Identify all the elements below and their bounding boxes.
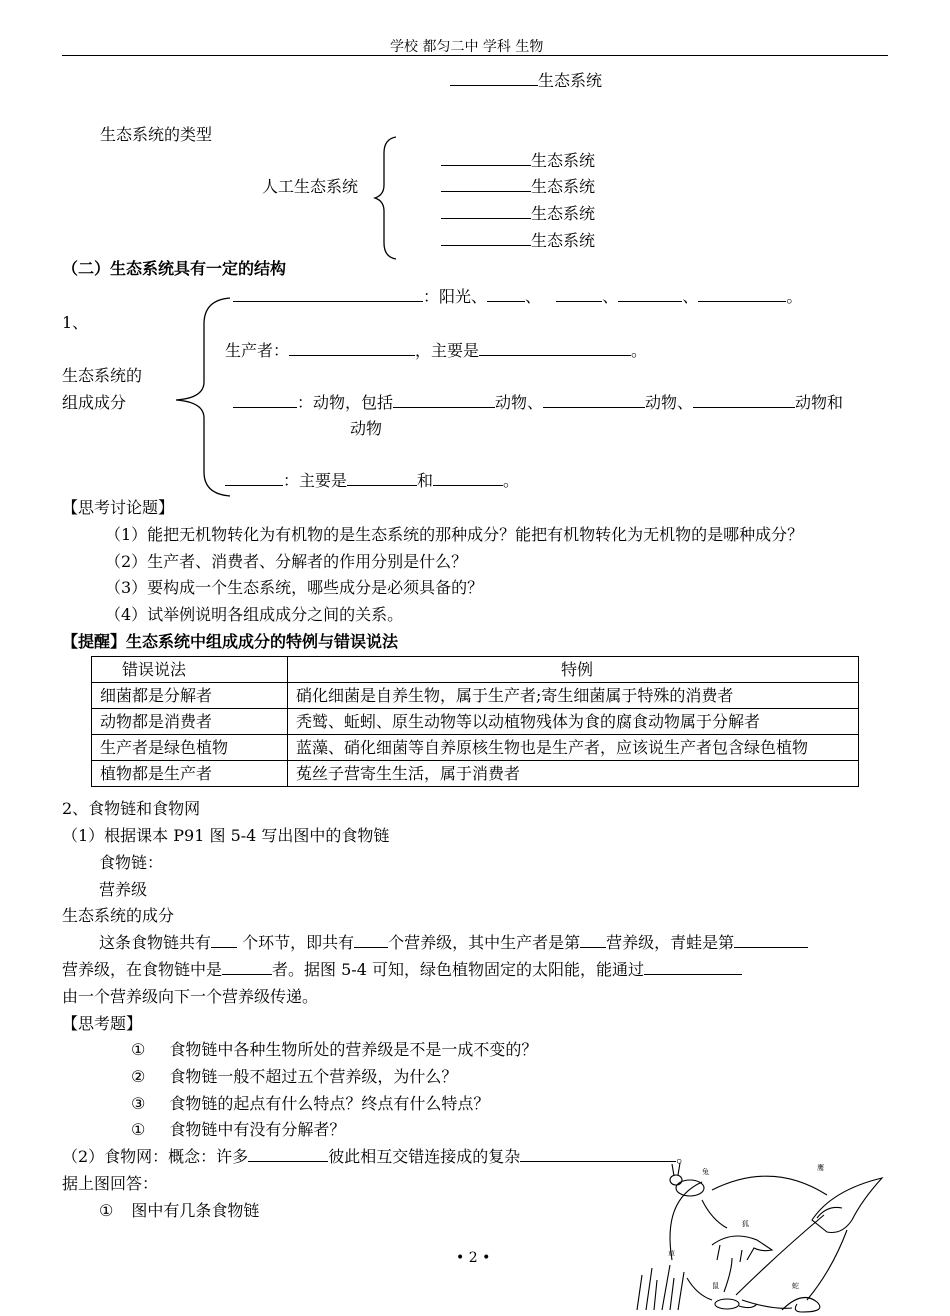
decomposer-line: ：主要是 和 。 xyxy=(225,471,519,491)
table-cell: 细菌都是分解者 xyxy=(92,683,288,709)
blank[interactable] xyxy=(289,341,415,356)
figure-label-rabbit: 兔 xyxy=(702,1168,709,1176)
blank[interactable] xyxy=(248,1147,328,1162)
figure-label-grass: 草 xyxy=(668,1250,675,1258)
blank[interactable] xyxy=(211,933,237,948)
artificial-item-2: 生态系统 xyxy=(441,177,595,197)
table-header-cell: 特例 xyxy=(288,657,859,683)
think-title: 【思考题】 xyxy=(62,1014,143,1033)
component-label: 生态系统的成分 xyxy=(62,906,175,925)
blank[interactable] xyxy=(433,471,503,486)
discussion-item-4: （4）试举例说明各组成成分之间的关系。 xyxy=(105,605,404,624)
foodchain-paragraph-1: 这条食物链共有 个环节，即共有 个营养级，其中生产者是第 营养级，青蛙是第 xyxy=(99,933,808,953)
consumer-line: ：动物，包括 动物、 动物、 动物和 xyxy=(233,393,843,413)
foodchain-paragraph-3: 由一个营养级向下一个营养级传递。 xyxy=(62,987,319,1006)
level-label: 营养级 xyxy=(99,880,148,899)
blank[interactable] xyxy=(225,471,283,486)
figure-label-eagle: 鹰 xyxy=(817,1164,824,1172)
table-row xyxy=(92,735,859,761)
table-row xyxy=(92,709,859,735)
consumer-line-tail: 动物 xyxy=(350,419,383,438)
think-item-3: ③ 食物链的起点有什么特点？终点有什么特点？ xyxy=(131,1094,490,1113)
figure-label-snake: 蛇 xyxy=(792,1282,799,1290)
discussion-item-1: （1）能把无机物转化为有机物的是生态系统的那种成分？能把有机物转化为无机物的是哪种成分？ xyxy=(105,525,804,544)
table-cell: 蓝藻、硝化细菌等自养原核生物也是生产者，应该说生产者包含绿色植物 xyxy=(288,735,859,761)
foodweb-question-1: ① 图中有几条食物链 xyxy=(99,1201,260,1220)
artificial-label: 人工生态系统 xyxy=(262,177,359,196)
think-item-2: ② 食物链一般不超过五个营养级，为什么？ xyxy=(131,1067,458,1086)
blank[interactable] xyxy=(347,471,417,486)
think-item-1: ① 食物链中各种生物所处的营养级是不是一成不变的？ xyxy=(131,1040,538,1059)
blank[interactable] xyxy=(618,287,682,302)
blank[interactable] xyxy=(233,287,423,302)
table-cell: 硝化细菌是自养生物，属于生产者;寄生细菌属于特殊的消费者 xyxy=(288,683,859,709)
components-label-1: 生态系统的 xyxy=(62,366,143,385)
figure-label-fox: 狐 xyxy=(742,1220,749,1228)
arrow-snake-eagle xyxy=(807,1230,847,1300)
table-cell: 秃鹫、蚯蚓、原生动物等以动植物残体为食的腐食动物属于分解者 xyxy=(288,709,859,735)
food-web-figure xyxy=(632,1160,888,1314)
blank[interactable] xyxy=(441,204,531,219)
brace-types xyxy=(372,135,402,261)
blank[interactable] xyxy=(580,933,606,948)
artificial-item-3: 生态系统 xyxy=(441,204,595,224)
blank[interactable] xyxy=(233,393,297,408)
table-header-cell: 错误说法 xyxy=(92,657,288,683)
components-label-2: 组成成分 xyxy=(62,393,127,412)
natural-ecosystem-line: 生态系统 xyxy=(450,71,602,91)
table-cell: 植物都是生产者 xyxy=(92,761,288,787)
producer-line: 生产者： ，主要是 。 xyxy=(225,341,648,360)
arrow-grass-mouse xyxy=(687,1278,712,1300)
foodweb-line: （2）食物网：概念：许多 彼此相互交错连接成的复杂 。 xyxy=(62,1147,693,1166)
page-header: 学校 都匀二中 学科 生物 xyxy=(390,39,544,55)
table-header-row xyxy=(92,657,859,683)
blank[interactable] xyxy=(487,287,525,302)
blank[interactable] xyxy=(393,393,495,408)
section-num-1: 1、 xyxy=(62,313,89,332)
figure-label-mouse: 鼠 xyxy=(712,1282,719,1290)
tip-title: 【提醒】生态系统中组成成分的特例与错误说法 xyxy=(62,632,399,651)
foodchain-sub1: （1）根据课本 P91 图 5-4 写出图中的食物链 xyxy=(62,826,390,845)
chain-label: 食物链： xyxy=(99,853,164,872)
blank[interactable] xyxy=(222,960,272,975)
tip-table xyxy=(91,656,859,787)
blank[interactable] xyxy=(543,393,645,408)
blank[interactable] xyxy=(556,287,602,302)
table-row xyxy=(92,761,859,787)
blank[interactable] xyxy=(479,341,631,356)
table-cell: 菟丝子营寄生生活，属于消费者 xyxy=(288,761,859,787)
blank[interactable] xyxy=(441,177,531,192)
table-row xyxy=(92,683,859,709)
header-divider xyxy=(62,55,888,56)
section-heading: （二）生态系统具有一定的结构 xyxy=(62,259,287,278)
table-cell: 动物都是消费者 xyxy=(92,709,288,735)
blank[interactable] xyxy=(354,933,388,948)
arrow-grass-rabbit xyxy=(670,1182,702,1260)
discussion-item-3: （3）要构成一个生态系统，哪些成分是必须具备的？ xyxy=(105,578,484,597)
blank[interactable] xyxy=(441,151,531,166)
discussion-item-2: （2）生产者、消费者、分解者的作用分别是什么？ xyxy=(105,552,468,571)
arrow-rabbit-fox xyxy=(702,1200,727,1228)
arrow-mouse-eagle xyxy=(736,1215,824,1295)
arrow-rabbit-eagle xyxy=(712,1176,827,1195)
page-number: • 2 • xyxy=(456,1250,491,1266)
answer-label: 据上图回答： xyxy=(62,1174,159,1193)
abiotic-line: ：阳光、 、 、 、 。 xyxy=(233,287,802,307)
artificial-item-4: 生态系统 xyxy=(441,231,595,251)
blank[interactable] xyxy=(734,933,808,948)
brace-components xyxy=(172,296,234,498)
blank[interactable] xyxy=(441,231,531,246)
blank[interactable] xyxy=(698,287,786,302)
discussion-title: 【思考讨论题】 xyxy=(62,498,175,517)
foodchain-heading: 2、食物链和食物网 xyxy=(62,799,201,818)
blank[interactable] xyxy=(644,960,742,975)
artificial-item-1: 生态系统 xyxy=(441,151,595,171)
blank[interactable] xyxy=(450,71,538,86)
foodchain-paragraph-2: 营养级，在食物链中是 者。据图 5-4 可知，绿色植物固定的太阳能，能通过 xyxy=(62,960,742,980)
table-cell: 生产者是绿色植物 xyxy=(92,735,288,761)
arrow-mouse-fox xyxy=(724,1258,732,1292)
think-item-4: ① 食物链中有没有分解者？ xyxy=(131,1120,346,1139)
blank[interactable] xyxy=(693,393,795,408)
types-label: 生态系统的类型 xyxy=(100,125,213,144)
